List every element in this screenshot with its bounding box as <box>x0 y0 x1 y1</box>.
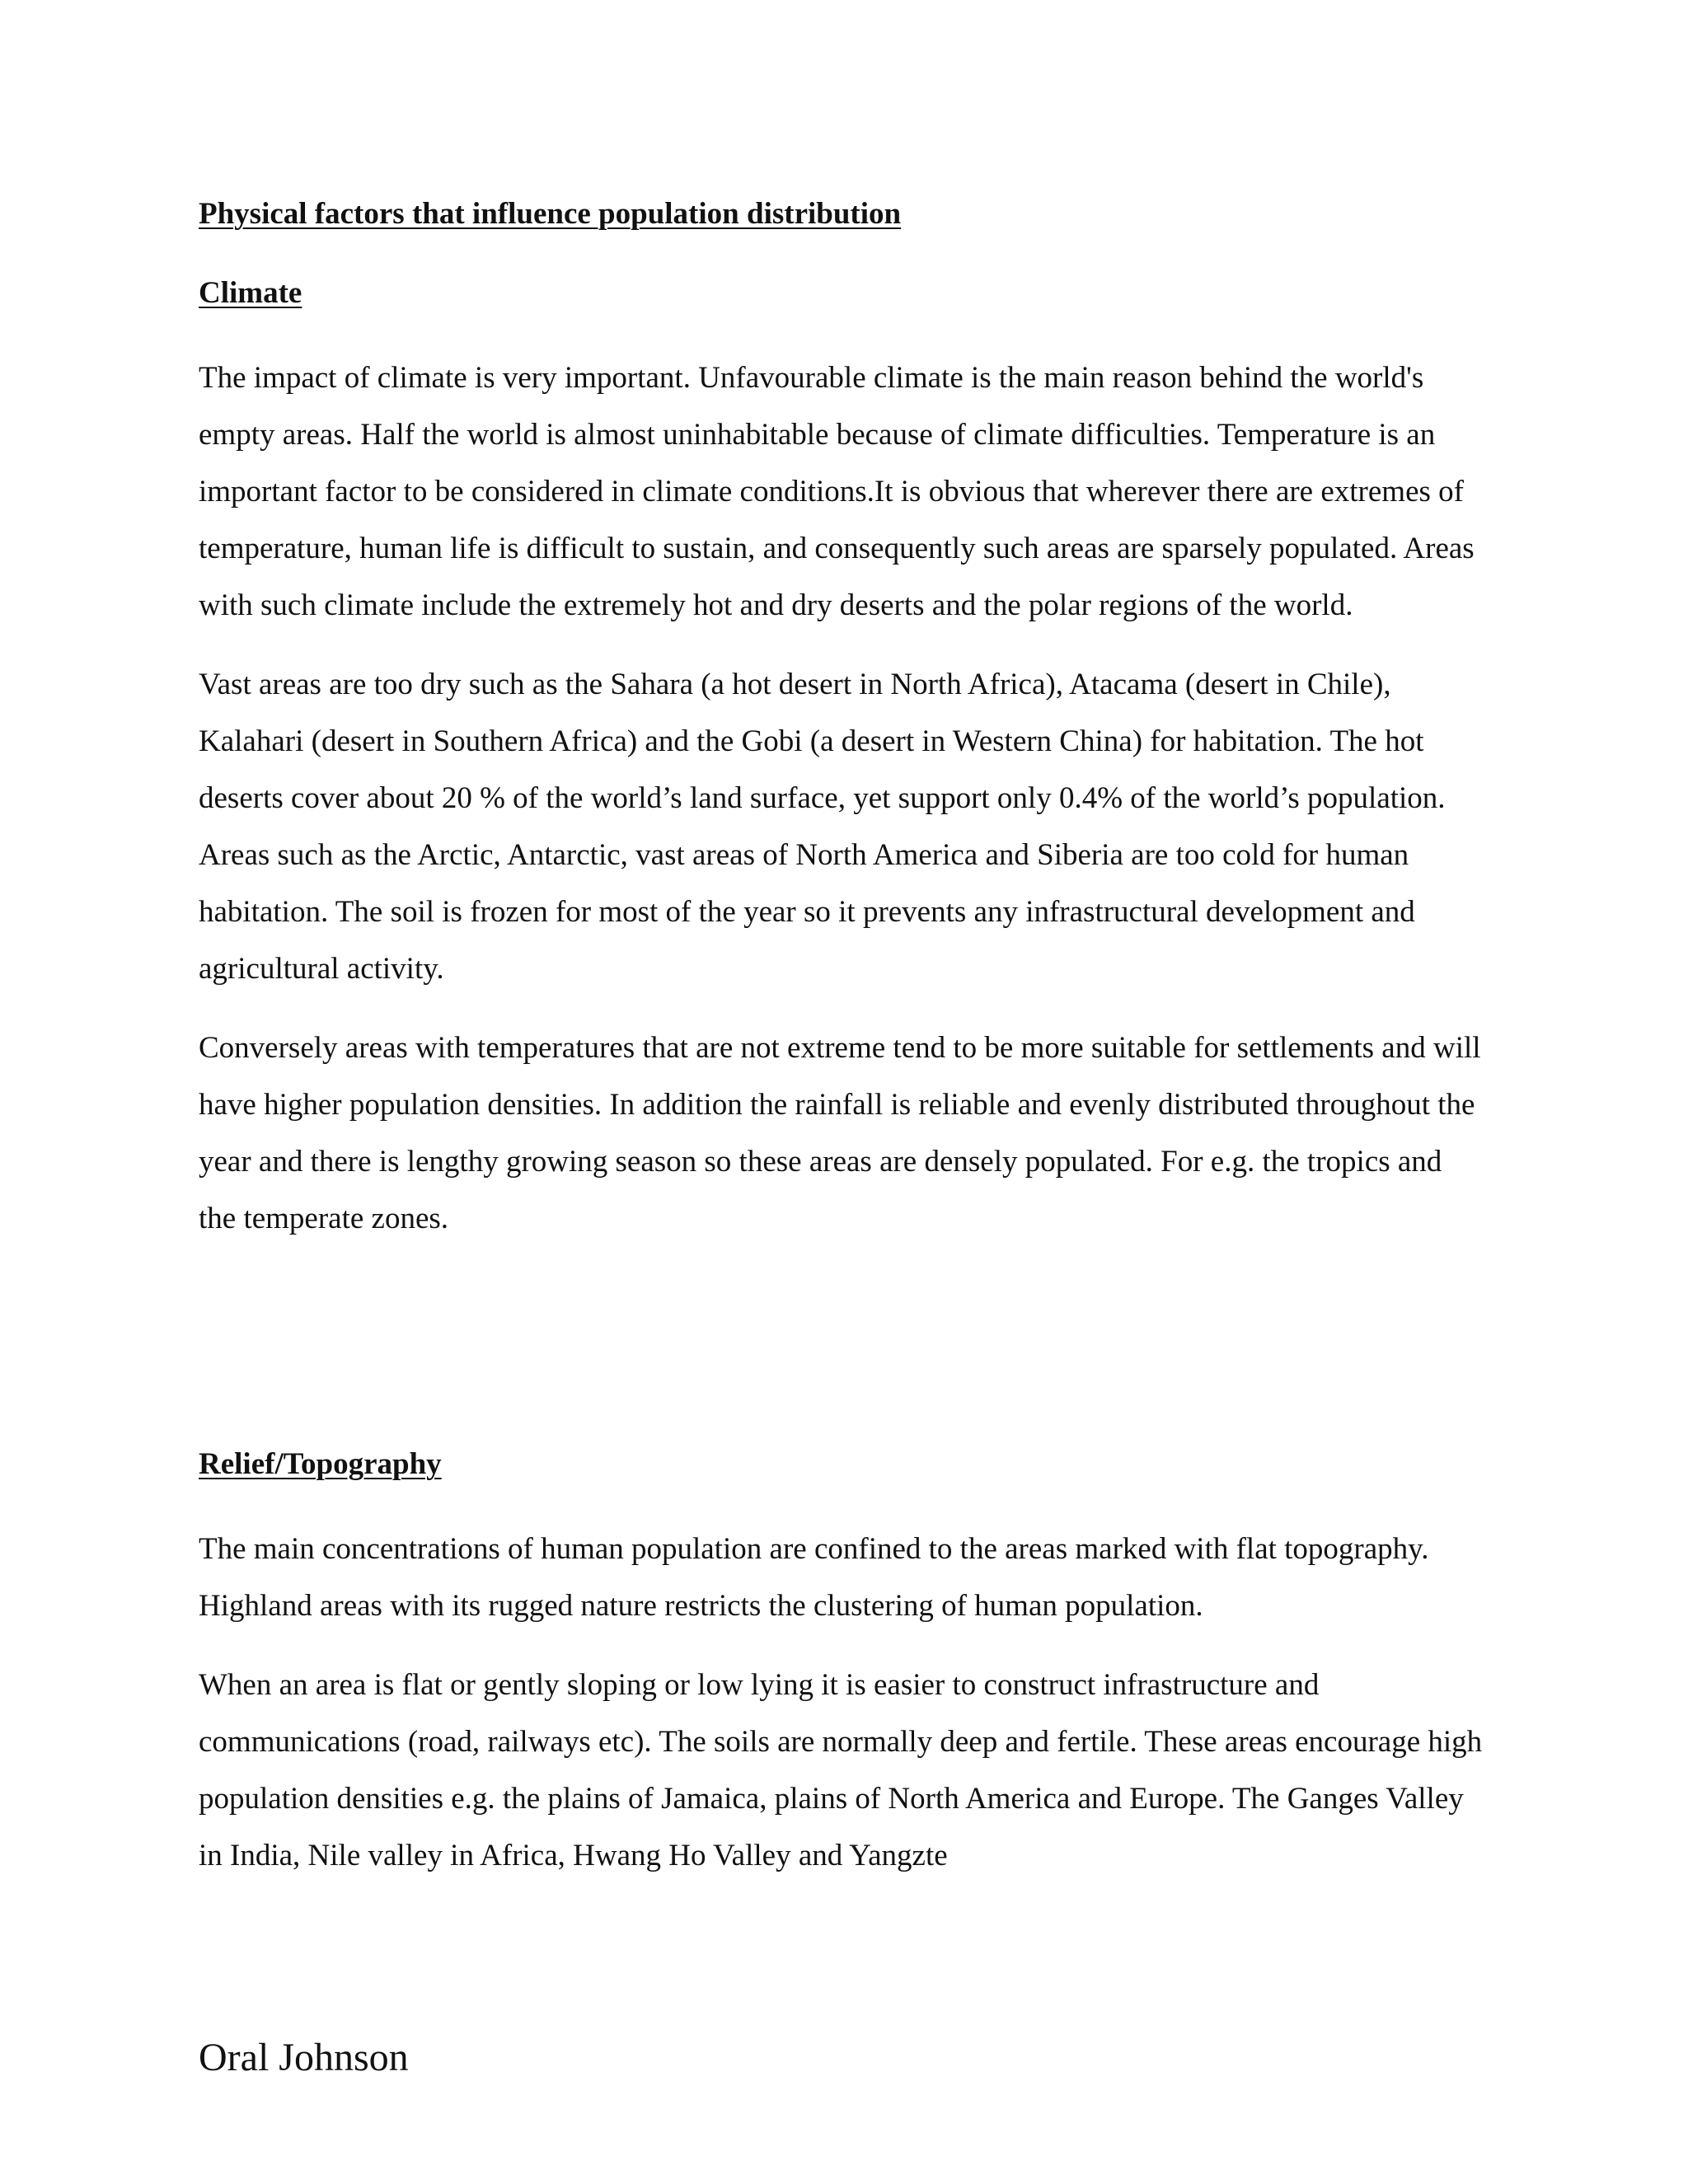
document-body <box>199 194 1484 1906</box>
climate-paragraph-3: Conversely areas with temperatures that are not extreme tend to be more suitable for settlements and will have higher population densities. In addition the rainfall is reliable and evenly distributed throughout the year and there is lengthy growing season so these areas are densely populated. For e.g. the tropics and the temperate zones. <box>199 1031 1481 1235</box>
section-heading-climate: Climate <box>199 276 302 310</box>
relief-paragraph-1: The main concentrations of human population are confined to the areas marked with flat topography. Highland areas with its rugged nature restricts the clustering of human population. <box>199 1532 1429 1623</box>
relief-paragraph-2: When an area is flat or gently sloping or low lying it is easier to construct infrastructure and communications (road, railways etc). The soils are normally deep and fertile. These areas encourage high population densities e.g. the plains of Jamaica, plains of North America and Europe. The Ganges Valley in India, Nile valley in Africa, Hwang Ho Valley and Yangzte <box>199 1668 1483 1872</box>
climate-paragraph-2: Vast areas are too dry such as the Sahara (a hot desert in North Africa), Atacama (desert in Chile), Kalahari (desert in Southern Africa) and the Gobi (a desert in Western China) for habitation. The hot deserts cover about 20 % of the world’s land surface, yet support only 0.4% of the world’s population. Areas such as the Arctic, Antarctic, vast areas of North America and Siberia are too cold for human habitation. The soil is frozen for most of the year so it prevents any infrastructural development and agricultural activity. <box>199 668 1446 986</box>
document-title: Physical factors that influence population distribution <box>199 197 902 231</box>
section-heading-relief: Relief/Topography <box>199 1447 442 1481</box>
page-footer-author: Oral Johnson <box>199 2036 409 2079</box>
climate-paragraph-1: The impact of climate is very important. Unfavourable climate is the main reason behind the world's empty areas. Half the world is almost uninhabitable because of climate difficulties. Temperature is an important factor to be considered in climate conditions.It is obvious that wherever there are extremes of temperature, human life is difficult to sustain, and consequently such areas are sparsely populated. Areas with such climate include the extremely hot and dry deserts and the polar regions of the world. <box>199 361 1475 622</box>
